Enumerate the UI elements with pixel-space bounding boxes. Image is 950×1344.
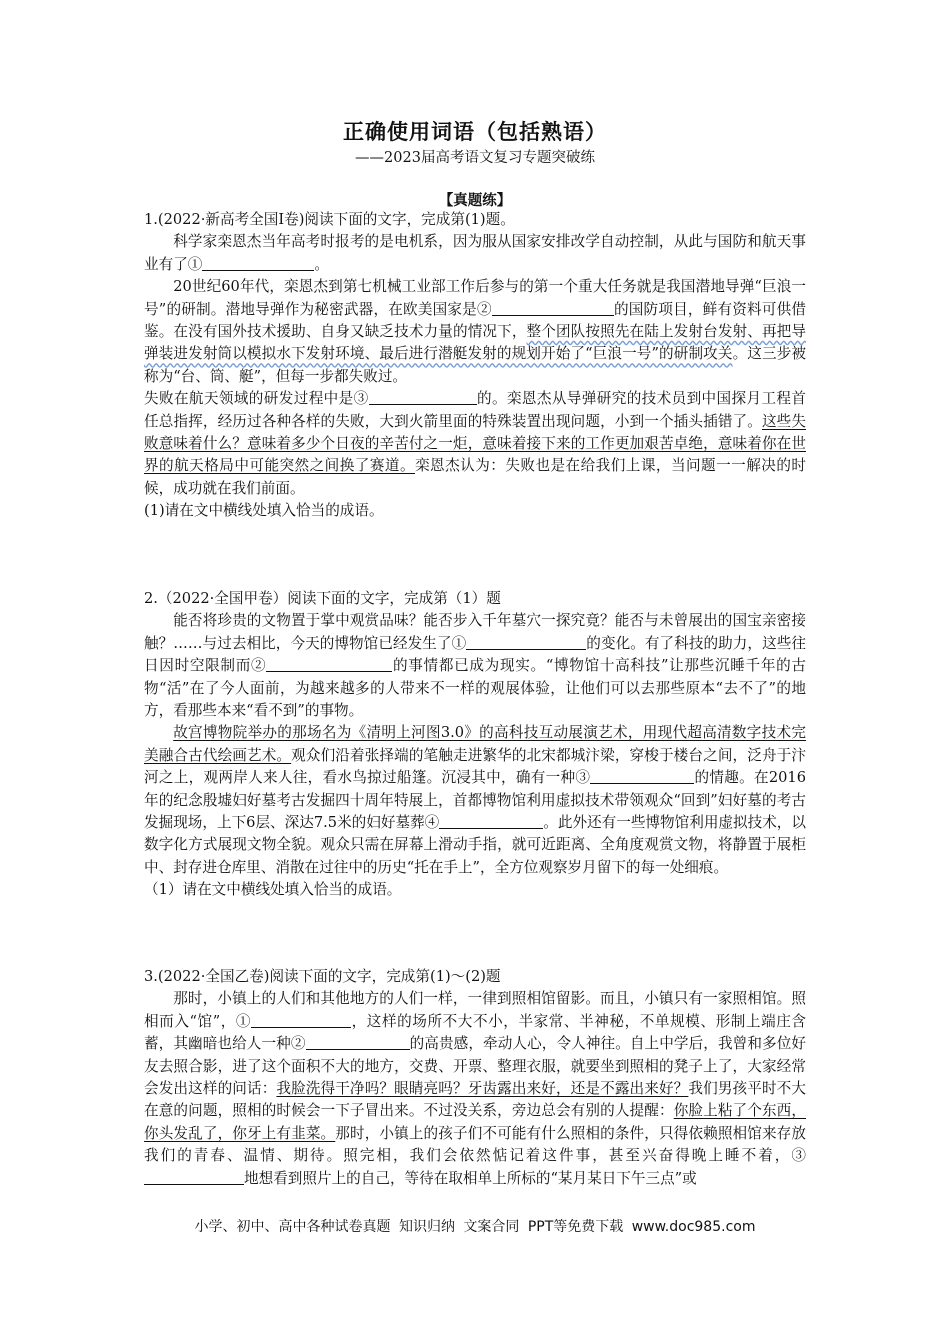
answer-blank-3	[590, 768, 694, 784]
question-2-task: （1）请在文中横线处填入恰当的成语。	[144, 881, 402, 899]
question-3	[144, 966, 806, 1190]
question-1	[144, 209, 806, 523]
question-2-header: 2.（2022·全国甲卷）阅读下面的文字，完成第（1）题	[144, 590, 501, 607]
question-3-header: 3.(2022·全国乙卷)阅读下面的文字，完成第(1)～(2)题	[144, 968, 501, 985]
answer-blank-1	[466, 634, 586, 650]
answer-blank-2	[306, 1034, 410, 1050]
question-1-task: (1)请在文中横线处填入恰当的成语。	[144, 502, 384, 520]
page-footer: 小学、初中、高中各种试卷真题 知识归纳 文案合同 PPT等免费下载 www.doc985.com	[194, 1219, 756, 1235]
underlined-question: 我脸洗得干净吗？眼睛亮吗？牙齿露出来好，还是不露出来好？	[276, 1080, 689, 1098]
answer-blank-2	[266, 656, 392, 672]
answer-blank-3	[369, 389, 477, 405]
underlined-reminder: 你脸上粘了个东西，你头发乱了，你牙上有韭菜。	[144, 1102, 806, 1142]
question-2-paragraph-1: 能否将珍贵的文物置于掌中观赏品味？能否步入千年墓穴一探究竟？能否与未曾展出的国宝亲密接触？……与过去相比，今天的博物馆已经发生了① 的变化。有了科技的助力，这些往日因时空限制而② 的事情都已成为现实。“博物馆十高科技”让那些沉睡千年的古物“活”在了今人面前，为越来越多的人带来不一样的观展体验，让他们可以去那些原本“去不了”的地方，看那些本来“看不到”的事物。	[144, 612, 806, 720]
question-2	[144, 588, 806, 902]
answer-blank-1	[251, 1012, 351, 1028]
question-1-paragraph-3: 失败在航天领域的研发过程中是③ 的。栾恩杰从导弹研究的技术员到中国探月工程首任总指挥，经历过各种各样的失败，大到火箭里面的特殊装置出现问题，小到一个插头插错了。这些失败意味着什么？意味着多少个日夜的辛苦付之一炬，意味着接下来的工作更加艰苦卓绝，意味着你在世界的航天格局中可能突然之间换了赛道。栾恩杰认为：失败也是在给我们上课，当问题一一解决的时候，成功就在我们前面。	[144, 390, 806, 497]
answer-blank-3	[144, 1169, 244, 1185]
question-3-paragraph-1: 那时，小镇上的人们和其他地方的人们一样，一律到照相馆留影。而且，小镇只有一家照相馆。照相而入“馆”，① ，这样的场所不大不小，半家常、半神秘，不单规模、形制上端庄含蓄，其幽暗也给人一种② 的高贵感，牵动人心，令人神往。自上中学后，我曾和多位好友去照合影，进了这个面积不大的地方，交费、开票、整理衣服，就要坐到照相的凳子上了，大家经常会发出这样的问话：我脸洗得干净吗？眼睛亮吗？牙齿露出来好，还是不露出来好？我们男孩平时不大在意的问题，照相的时候会一下子冒出来。不过没关系，旁边总会有别的人提醒：你脸上粘了个东西，你头发乱了，你牙上有韭菜。那时，小镇上的孩子们不可能有什么照相的条件，只得依赖照相馆来存放我们的青春、温情、期待。照完相，我们会依然惦记着这件事，甚至兴奋得晚上睡不着，③地想看到照片上的自己，等待在取相单上所标的“某月某日下午三点”或	[144, 990, 806, 1187]
section-heading: 【真题练】	[438, 193, 512, 209]
page-subtitle: ——2023届高考语文复习专题突破练	[355, 150, 595, 166]
question-1-paragraph-2: 20世纪60年代，栾恩杰到第七机械工业部工作后参与的第一个重大任务就是我国潜地导弹“巨浪一号”的研制。潜地导弹作为秘密武器，在欧美国家是② 的国防项目，鲜有资料可供借鉴。在没有国外技术援助、自身又缺乏技术力量的情况下，整个团队按照先在陆上发射台发射、再把导弹装进发射筒以模拟水下发射环境、最后进行潜艇发射的规划开始了“巨浪一号”的研制攻关。这三步被称为“台、筒、艇”，但每一步都失败过。	[144, 278, 806, 385]
underlined-sentence: 故宫博物院举办的那场名为《清明上河图3.0》的高科技互动展演艺术，用现代超高清数字技术完美融合古代绘画艺术。	[144, 724, 806, 764]
underlined-sentence: 这些失败意味着什么？意味着多少个日夜的辛苦付之一炬，意味着接下来的工作更加艰苦卓绝，意味着你在世界的航天格局中可能突然之间换了赛道。	[144, 412, 806, 475]
page-title: 正确使用词语（包括熟语）	[343, 120, 607, 144]
answer-blank-4	[439, 813, 543, 829]
question-2-paragraph-2: 故宫博物院举办的那场名为《清明上河图3.0》的高科技互动展演艺术，用现代超高清数字技术完美融合古代绘画艺术。观众们沿着张择端的笔触走进繁华的北宋都城汴梁，穿梭于楼台之间，泛舟于汴河之上，观两岸人来人往，看水鸟掠过船篷。沉浸其中，确有一种③ 的情趣。在2016年的纪念殷墟妇好墓考古发掘四十周年特展上，首都博物馆利用虚拟技术带领观众“回到”妇好墓的考古发掘现场，上下6层、深达7.5米的妇好墓葬④ 。此外还有一些博物馆利用虚拟技术，以数字化方式展现文物全貌。观众只需在屏幕上滑动手指，就可近距离、全角度观赏文物，将静置于展柜中、封存进仓库里、消散在过往中的历史“托在手上”，全方位观察岁月留下的每一处细痕。	[144, 724, 806, 876]
answer-blank-2	[492, 300, 614, 316]
answer-blank-1	[202, 255, 314, 271]
wavy-underlined-sentence: 整个团队按照先在陆上发射台发射、再把导弹装进发射筒以模拟水下发射环境、最后进行潜艇发射的规划开始了“巨浪一号”的研制攻关	[144, 323, 806, 363]
question-1-paragraph-1: 科学家栾恩杰当年高考时报考的是电机系，因为服从国家安排改学自动控制，从此与国防和航天事业有了① 。	[144, 233, 806, 273]
question-1-header: 1.(2022·新高考全国Ⅰ卷)阅读下面的文字，完成第(1)题。	[144, 211, 515, 228]
